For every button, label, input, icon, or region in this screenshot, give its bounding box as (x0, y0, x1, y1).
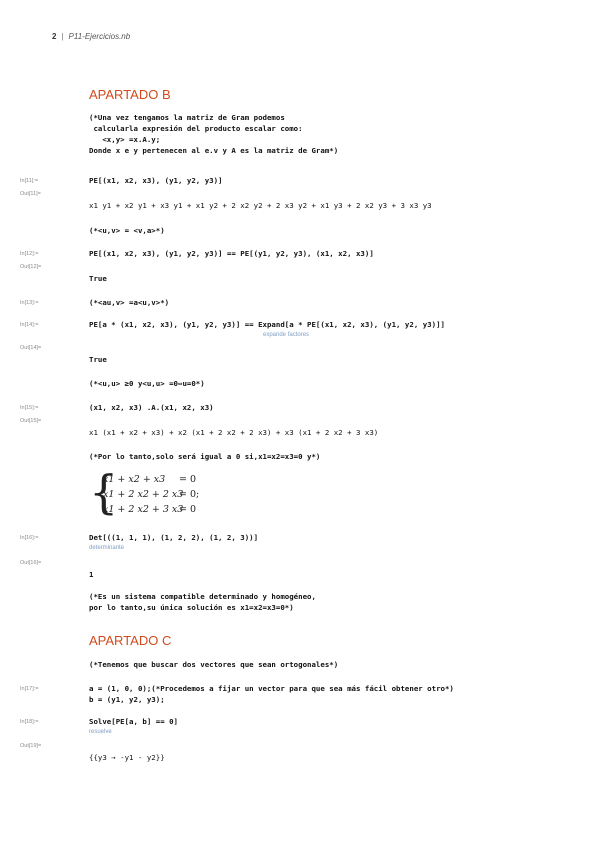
comment-determined: (*Es un sistema compatible determinado y homogéneo, por lo tanto,su única solución es x1=x2=x3=0*) (89, 592, 316, 612)
comment-symmetry: (*<u,v> = <v,a>*) (89, 226, 165, 235)
equation-1-lhs: x1 + x2 + x3 (103, 474, 166, 485)
equation-system (89, 465, 229, 520)
input-cell-11[interactable]: PE[(x1, x2, x3), (y1, y2, y3)] (89, 176, 223, 185)
output-cell-12: True (89, 274, 107, 283)
output-cell-11: x1 y1 + x2 y1 + x3 y1 + x1 y2 + 2 x2 y2 + 2 x3 y2 + x1 y3 + 2 x2 y3 + 3 x3 y3 (89, 201, 432, 210)
output-cell-19: {{y3 → -y1 - y2}} (89, 753, 165, 762)
output-label: Out[16]= (20, 560, 42, 566)
output-label: Out[19]= (20, 743, 42, 749)
hint-solve[interactable]: resuelve (89, 729, 112, 735)
input-cell-17[interactable]: a = (1, 0, 0);(*Procedemos a fijar un vector para que sea más fácil obtener otro*) b = (y1, y2, y3); (89, 684, 454, 704)
output-cell-15: x1 (x1 + x2 + x3) + x2 (x1 + 2 x2 + 2 x3) + x3 (x1 + 2 x2 + 3 x3) (89, 428, 379, 437)
input-label: In[15]:= (20, 405, 39, 411)
output-cell-16: 1 (89, 570, 94, 579)
output-cell-14: True (89, 355, 107, 364)
input-cell-12[interactable]: PE[(x1, x2, x3), (y1, y2, y3)] == PE[(y1, y2, y3), (x1, x2, x3)] (89, 249, 374, 258)
equation-2-lhs: x1 + 2 x2 + 2 x3 (103, 489, 184, 500)
input-label: In[17]:= (20, 686, 39, 692)
comment-positivity: (*<u,u> ≥0 y<u,u> =0⇔u=0*) (89, 379, 205, 388)
file-name: P11-Ejercicios.nb (68, 32, 131, 41)
input-label: In[12]:= (20, 251, 39, 257)
input-label: In[11]:= (20, 178, 39, 184)
equation-1-rhs: = 0 (179, 474, 197, 485)
header-separator: | (61, 32, 64, 41)
input-cell-16[interactable]: Det[((1, 1, 1), (1, 2, 2), (1, 2, 3))] (89, 533, 259, 542)
comment-gram: (*Una vez tengamos la matriz de Gram podemos calcularla expresión del producto escalar como: <x,y> =x.A.y; Donde x e y pertenecen al e.v y A es la matriz de Gram*) (89, 113, 339, 155)
hint-expand[interactable]: expande factores (263, 332, 310, 338)
input-label: In[18]:= (20, 719, 39, 725)
page-header (52, 32, 130, 41)
output-label: Out[15]= (20, 418, 42, 424)
input-cell-18[interactable]: Solve[PE[a, b] == 0] (89, 717, 178, 726)
output-label: Out[12]= (20, 264, 42, 270)
section-title-b: APARTADO B (89, 87, 171, 102)
equation-2-rhs: = 0; (179, 489, 200, 500)
input-label: In[14]:= (20, 322, 39, 328)
comment-zero: (*Por lo tanto,solo será igual a 0 si,x1=x2=x3=0 y*) (89, 452, 321, 461)
equation-3-rhs: = 0 (179, 504, 197, 515)
output-label: Out[14]= (20, 345, 42, 351)
brace-symbol: { (89, 465, 119, 519)
hint-determinant[interactable]: determinante (89, 545, 125, 551)
section-title-c: APARTADO C (89, 633, 172, 648)
comment-orthogonal: (*Tenemos que buscar dos vectores que sean ortogonales*) (89, 660, 339, 669)
page-number: 2 (52, 32, 57, 41)
input-label: In[16]:= (20, 535, 39, 541)
output-label: Out[11]= (20, 191, 41, 197)
equation-3-lhs: x1 + 2 x2 + 3 x3 (103, 504, 184, 515)
input-cell-13[interactable]: (*<au,v> =a<u,v>*) (89, 298, 170, 307)
input-cell-15[interactable]: (x1, x2, x3) .A.(x1, x2, x3) (89, 403, 214, 412)
input-cell-14[interactable]: PE[a * (x1, x2, x3), (y1, y2, y3)] == Expand[a * PE[(x1, x2, x3), (y1, y2, y3)]] (89, 320, 445, 329)
input-label: In[13]:= (20, 300, 39, 306)
